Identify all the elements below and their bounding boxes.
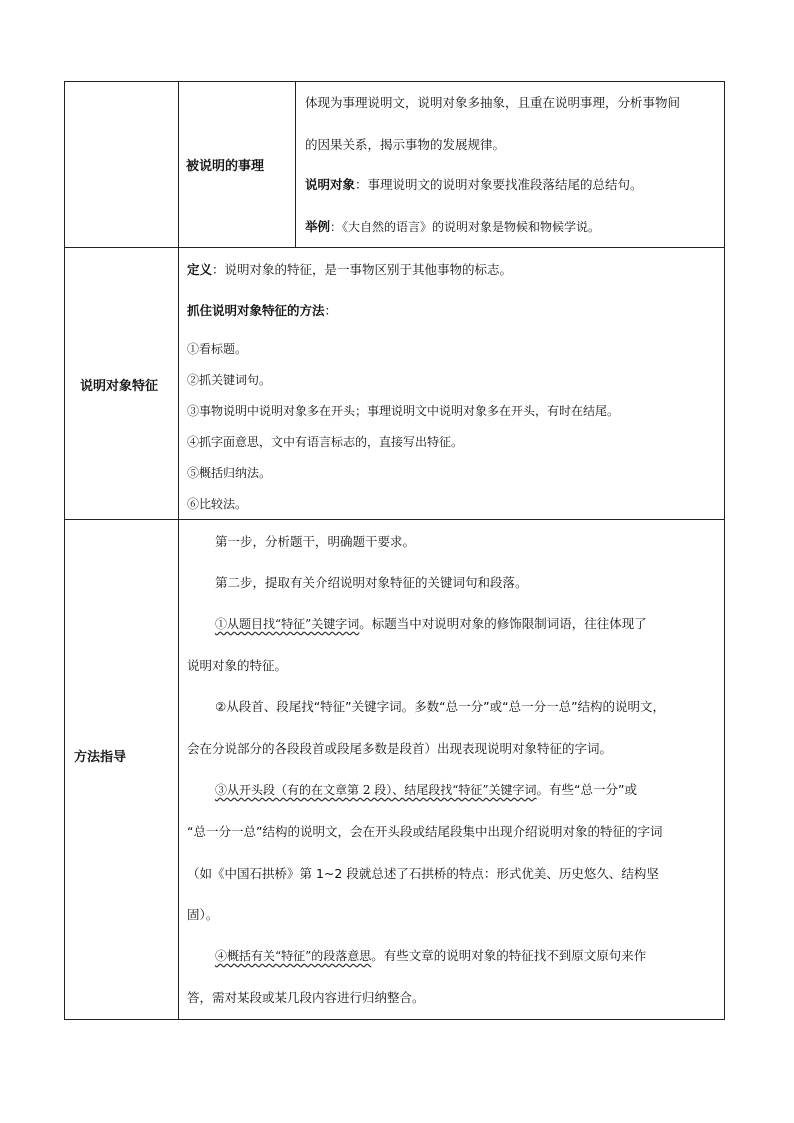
object-label: 说明对象 <box>305 177 356 192</box>
method4-line <box>215 948 646 964</box>
method3-cont: （如《中国石拱桥》第 1~2 段就总述了石拱桥的特点：形式优美、历史悠久、结构坚 <box>187 866 659 881</box>
method1-line <box>215 616 647 632</box>
method3-cont: “总一分一总”结构的说明文，会在开头段或结尾段集中出现介绍说明对象的特征的字词 <box>187 824 663 839</box>
row1-object-line <box>305 177 643 193</box>
row3-label: 方法指导 <box>74 750 127 765</box>
row-divider <box>64 247 725 248</box>
method-label: 抓住说明对象特征的方法 <box>187 303 325 318</box>
method-item: ④抓字面意思，文中有语言标志的，直接写出特征。 <box>187 435 464 449</box>
method3-line <box>215 782 637 798</box>
row1-text-line: 的因果关系，揭示事物的发展规律。 <box>305 137 506 152</box>
definition-text: ：说明对象的特征，是一事物区别于其他事物的标志。 <box>212 262 513 277</box>
step-line: 第二步，提取有关介绍说明对象特征的关键词句和段落。 <box>215 575 528 590</box>
method2-cont: 会在分说部分的各段段首或段尾多数是段首）出现表现说明对象特征的字词。 <box>187 741 613 756</box>
method2-line: ②从段首、段尾找“特征”关键字词。多数“总一分”或“总一分一总”结构的说明文， <box>215 699 666 714</box>
method1-lead: ①从题目找“特征”关键字词 <box>215 617 360 631</box>
method4-lead: ④概括有关“特征”的段落意思 <box>215 949 372 963</box>
method-item: ⑥比较法。 <box>187 497 248 511</box>
method4-cont: 答，需对某段或某几段内容进行归纳整合。 <box>187 990 425 1005</box>
row1-text-line: 体现为事理说明文，说明对象多抽象，且重在说明事理，分析事物间 <box>305 95 681 110</box>
method-heading <box>187 303 337 319</box>
example-text: ：《大自然的语言》的说明对象是物候和物候学说。 <box>330 220 601 234</box>
definition-label: 定义 <box>187 262 213 277</box>
method3-lead: ③从开头段（有的在文章第 2 段）、结尾段找“特征”关键字词 <box>215 783 537 797</box>
object-text: ：事理说明文的说明对象要找准段落结尾的总结句。 <box>355 177 643 192</box>
step-line: 第一步，分析题干，明确题干要求。 <box>215 534 416 549</box>
method4-rest: 。有些文章的说明对象的特征找不到原文原句来作 <box>371 948 647 963</box>
method-item: ②抓关键词句。 <box>187 373 272 387</box>
method1-rest: 。标题当中对说明对象的修饰限制词语，往往体现了 <box>359 616 647 631</box>
method-colon: ： <box>324 303 338 318</box>
row-divider <box>64 519 725 520</box>
example-label: 举例 <box>305 219 331 234</box>
row1-label: 被说明的事理 <box>186 159 265 174</box>
column-divider <box>295 81 296 247</box>
method3-cont: 固）。 <box>187 907 219 922</box>
method-item: ①看标题。 <box>187 342 248 356</box>
method-item: ③事物说明中说明对象多在开头；事理说明文中说明对象多在开头，有时在结尾。 <box>187 404 620 418</box>
definition-line <box>187 262 512 278</box>
row1-example-line <box>305 219 600 235</box>
column-divider <box>178 81 179 1020</box>
method-item: ⑤概括归纳法。 <box>187 466 272 480</box>
method1-cont: 说明对象的特征。 <box>187 658 288 673</box>
row2-label: 说明对象特征 <box>80 379 159 394</box>
method3-rest: 。有些“总一分”或 <box>536 782 637 797</box>
